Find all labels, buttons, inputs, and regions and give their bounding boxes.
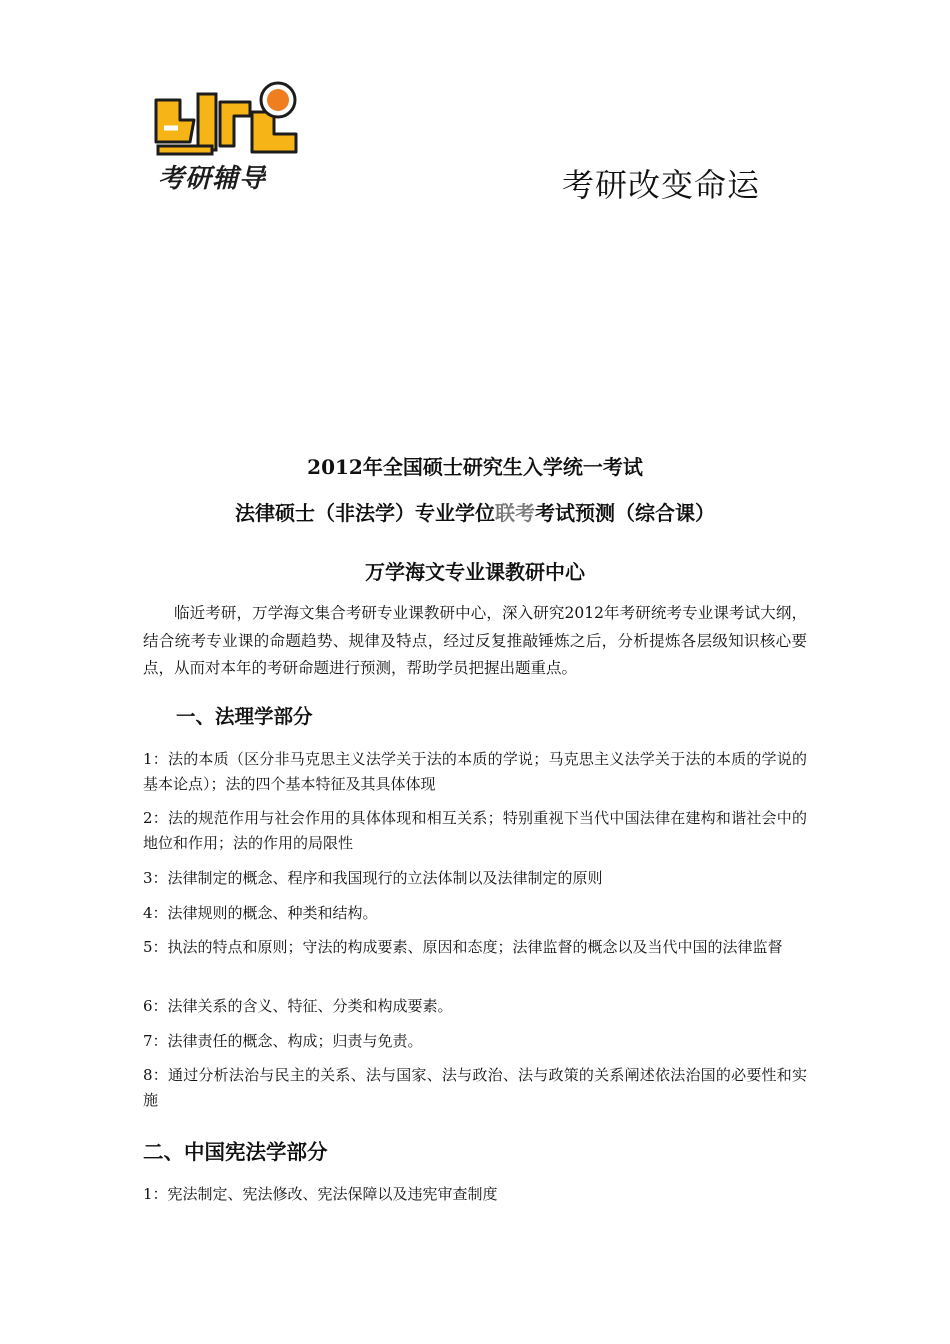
list-item: 3：法律制定的概念、程序和我国现行的立法体制以及法律制定的原则	[143, 869, 603, 887]
exam-subtitle	[0, 497, 950, 526]
list-item: 7：法律责任的概念、构成；归责与免责。	[143, 1032, 423, 1050]
exam-title: 2012年全国硕士研究生入学统一考试	[307, 455, 643, 479]
logo-subtitle: 考研辅导	[158, 164, 267, 194]
list-item: 6：法律关系的含义、特征、分类和构成要素。	[143, 997, 453, 1015]
subtitle-part-2: 考试预测（综合课）	[535, 501, 715, 525]
logo-mark	[156, 83, 296, 154]
section-heading-jurisprudence: 一、法理学部分	[176, 705, 313, 728]
slogan: 考研改变命运	[562, 166, 761, 204]
subtitle-part-1: 法律硕士（非法学）专业学位	[235, 501, 495, 525]
list-item: 1：法的本质（区分非马克思主义法学关于法的本质的学说；马克思主义法学关于法的本质的学说的基本论点）；法的四个基本特征及其具体体现	[143, 750, 807, 793]
author-center: 万学海文专业课教研中心	[365, 560, 585, 584]
list-item: 8：通过分析法治与民主的关系、法与国家、法与政治、法与政策的关系阐述依法治国的必要性和实施	[143, 1066, 807, 1109]
section-heading-constitution: 二、中国宪法学部分	[143, 1140, 328, 1164]
list-item: 1：宪法制定、宪法修改、宪法保障以及违宪审查制度	[143, 1185, 498, 1203]
intro-paragraph: 临近考研，万学海文集合考研专业课教研中心，深入研究2012年考研统考专业课考试大纲，结合统考专业课的命题趋势、规律及特点，经过反复推敲锤炼之后，分析提炼各层级知识核心要点，从而对本年的考研命题进行预测，帮助学员把握出题重点。	[143, 604, 807, 677]
list-item: 4：法律规则的概念、种类和结构。	[143, 904, 378, 922]
list-item: 5：执法的特点和原则；守法的构成要素、原因和态度；法律监督的概念以及当代中国的法律监督	[143, 938, 783, 956]
kaicheng-logo	[150, 72, 302, 198]
subtitle-accent: 联考	[495, 501, 535, 525]
list-item: 2：法的规范作用与社会作用的具体体现和相互关系；特别重视下当代中国法律在建构和谐社会中的地位和作用；法的作用的局限性	[143, 809, 807, 852]
